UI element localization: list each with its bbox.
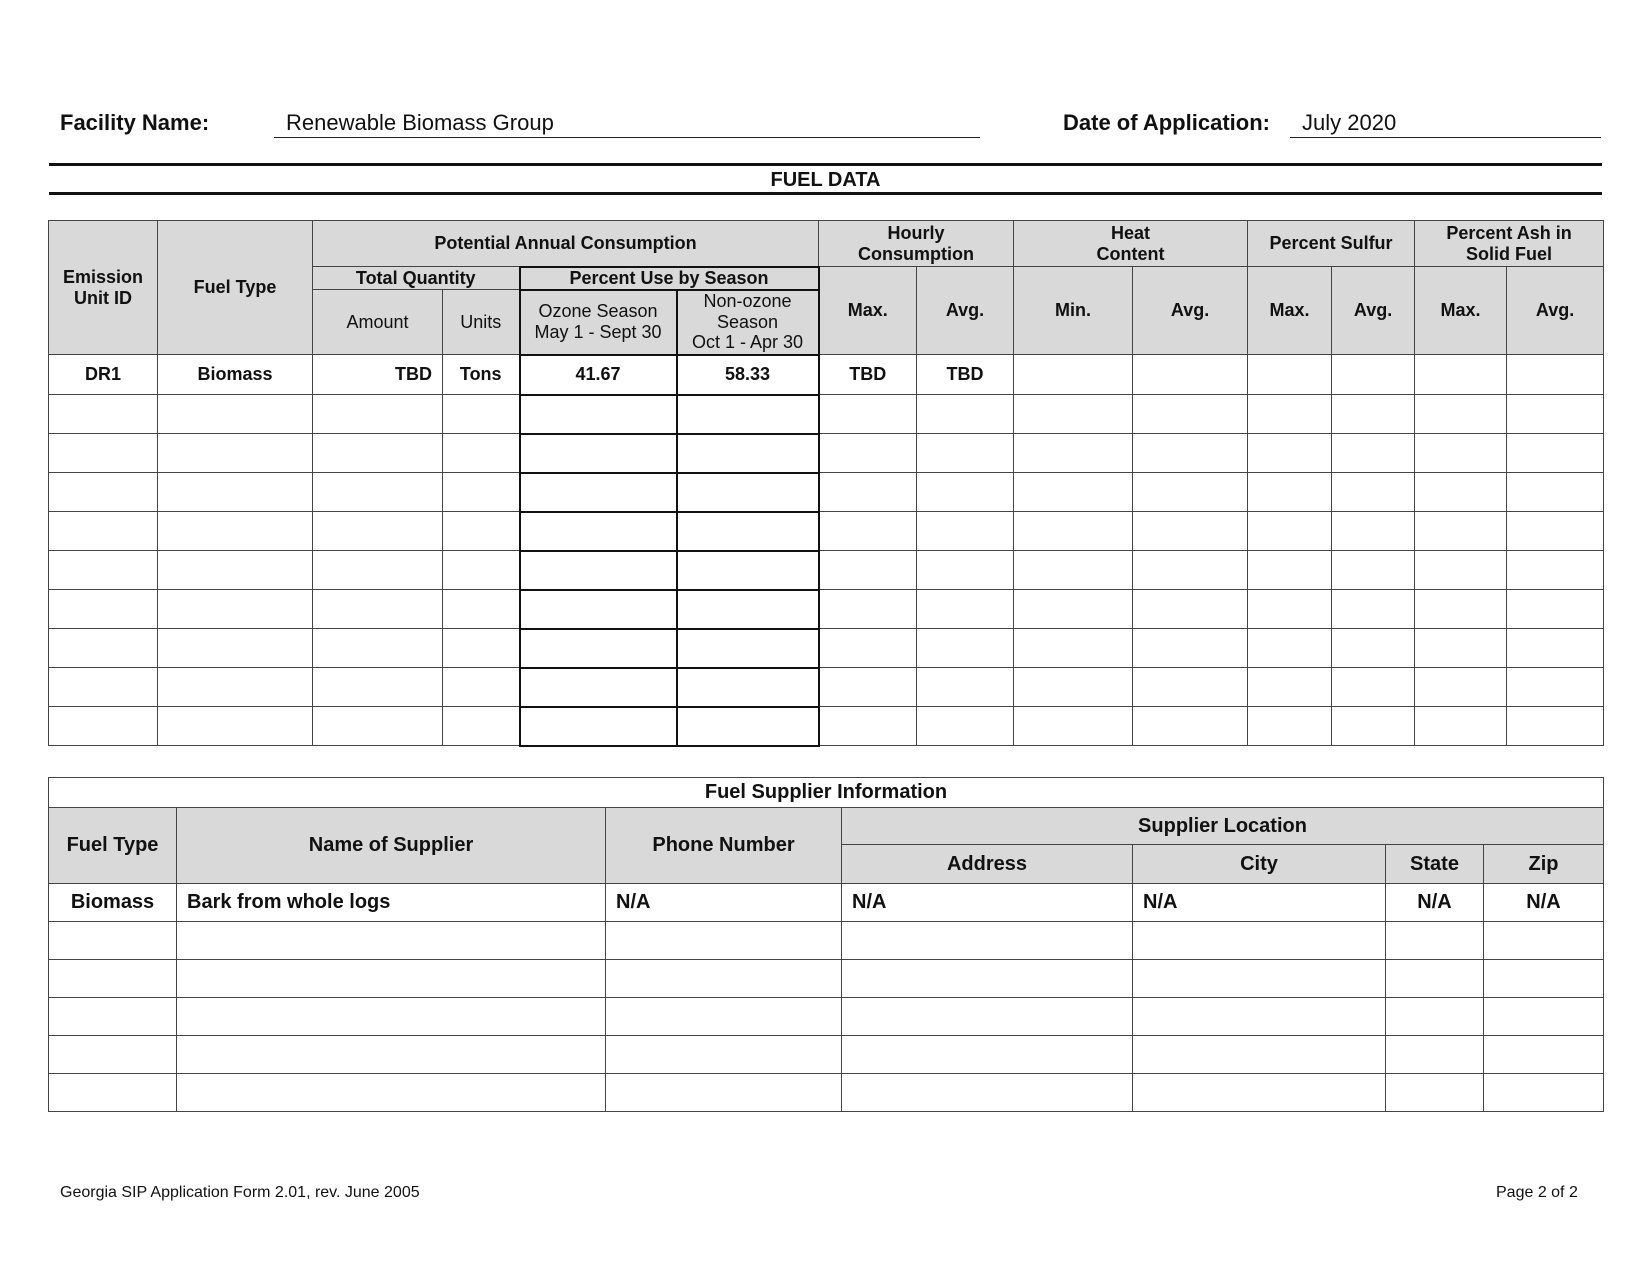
emission-unit-id-cell[interactable]: [49, 551, 158, 590]
sulfur-avg-cell[interactable]: [1332, 473, 1415, 512]
amount-cell[interactable]: TBD: [313, 355, 443, 395]
ash-max-cell[interactable]: [1415, 512, 1507, 551]
phone-number-cell[interactable]: [606, 960, 842, 998]
state-cell[interactable]: [1386, 998, 1484, 1036]
non-ozone-season-pct-cell[interactable]: [677, 512, 819, 551]
fuel-type-cell[interactable]: [158, 590, 313, 629]
fuel-type-cell[interactable]: Biomass: [158, 355, 313, 395]
ash-avg-cell[interactable]: [1507, 590, 1604, 629]
amount-cell[interactable]: [313, 590, 443, 629]
heat-min-cell[interactable]: [1014, 395, 1133, 434]
zip-cell[interactable]: [1484, 998, 1604, 1036]
address-cell[interactable]: [842, 1074, 1133, 1112]
ash-max-cell[interactable]: [1415, 355, 1507, 395]
city-cell[interactable]: N/A: [1133, 884, 1386, 922]
amount-cell[interactable]: [313, 395, 443, 434]
heat-avg-cell[interactable]: [1133, 551, 1248, 590]
hourly-max-cell[interactable]: [819, 512, 917, 551]
ozone-season-pct-cell[interactable]: [520, 707, 677, 746]
fuel-type-cell[interactable]: [158, 434, 313, 473]
table-row: [49, 355, 1604, 395]
ash-avg-cell[interactable]: [1507, 512, 1604, 551]
sulfur-max-cell[interactable]: [1248, 668, 1332, 707]
table-row: [49, 434, 1604, 473]
hourly-max-cell[interactable]: [819, 551, 917, 590]
heat-min-cell[interactable]: [1014, 668, 1133, 707]
supplier-name-cell[interactable]: [177, 1036, 606, 1074]
phone-number-header: Phone Number: [606, 808, 842, 884]
facility-name-label: Facility Name:: [60, 110, 210, 135]
state-header: State: [1386, 845, 1484, 884]
ash-avg-cell[interactable]: [1507, 551, 1604, 590]
supplier-name-cell[interactable]: Bark from whole logs: [177, 884, 606, 922]
hourly-avg-cell[interactable]: [917, 707, 1014, 746]
hourly-max-cell[interactable]: [819, 629, 917, 668]
hourly-max-cell[interactable]: [819, 434, 917, 473]
heat-min-cell[interactable]: [1014, 551, 1133, 590]
ozone-season-pct-cell[interactable]: [520, 395, 677, 434]
percent-sulfur-header: Percent Sulfur: [1248, 221, 1415, 267]
heat-avg-cell[interactable]: [1133, 434, 1248, 473]
sulfur-avg-cell[interactable]: [1332, 395, 1415, 434]
facility-name-field[interactable]: Renewable Biomass Group: [274, 110, 980, 138]
ash-avg-cell[interactable]: [1507, 668, 1604, 707]
sulfur-max-cell[interactable]: [1248, 551, 1332, 590]
sulfur-max-cell[interactable]: [1248, 629, 1332, 668]
supplier-name-cell[interactable]: [177, 998, 606, 1036]
non-ozone-season-pct-cell[interactable]: 58.33: [677, 355, 819, 395]
heat-avg-cell[interactable]: [1133, 512, 1248, 551]
amount-cell[interactable]: [313, 668, 443, 707]
sulfur-max-cell[interactable]: [1248, 707, 1332, 746]
units-cell[interactable]: [443, 668, 520, 707]
ozone-season-pct-cell[interactable]: [520, 434, 677, 473]
table-row: [49, 395, 1604, 434]
units-cell[interactable]: [443, 707, 520, 746]
hourly-avg-cell[interactable]: [917, 668, 1014, 707]
city-header: City: [1133, 845, 1386, 884]
ash-max-cell[interactable]: [1415, 473, 1507, 512]
section-title: FUEL DATA: [770, 169, 881, 191]
non-ozone-season-pct-cell[interactable]: [677, 707, 819, 746]
hourly-avg-cell[interactable]: [917, 551, 1014, 590]
hourly-max-cell[interactable]: [819, 668, 917, 707]
bottom-rule: [49, 192, 1602, 195]
supplier-location-header: Supplier Location: [842, 808, 1604, 845]
units-cell[interactable]: Tons: [443, 355, 520, 395]
supplier-name-cell[interactable]: [177, 960, 606, 998]
fuel-supplier-table: [48, 777, 1604, 1112]
non-ozone-season-pct-cell[interactable]: [677, 551, 819, 590]
emission-unit-id-cell[interactable]: [49, 512, 158, 551]
address-cell[interactable]: N/A: [842, 884, 1133, 922]
hourly-max-cell[interactable]: [819, 473, 917, 512]
emission-unit-id-cell[interactable]: DR1: [49, 355, 158, 395]
sulfur-max-header: Max.: [1248, 267, 1332, 355]
hourly-avg-cell[interactable]: [917, 395, 1014, 434]
phone-number-cell[interactable]: [606, 922, 842, 960]
city-cell[interactable]: [1133, 922, 1386, 960]
state-cell[interactable]: [1386, 960, 1484, 998]
ash-max-cell[interactable]: [1415, 707, 1507, 746]
sulfur-max-cell[interactable]: [1248, 590, 1332, 629]
amount-header: Amount: [313, 290, 443, 355]
table-row: [49, 668, 1604, 707]
sulfur-avg-cell[interactable]: [1332, 512, 1415, 551]
heat-min-header: Min.: [1014, 267, 1133, 355]
heat-avg-cell[interactable]: [1133, 473, 1248, 512]
phone-number-cell[interactable]: [606, 1074, 842, 1112]
ash-avg-cell[interactable]: [1507, 355, 1604, 395]
table-row: [49, 473, 1604, 512]
table-row: [49, 707, 1604, 746]
non-ozone-season-pct-cell[interactable]: [677, 473, 819, 512]
address-cell[interactable]: [842, 998, 1133, 1036]
heat-avg-cell[interactable]: [1133, 707, 1248, 746]
sulfur-max-cell[interactable]: [1248, 395, 1332, 434]
hourly-avg-cell[interactable]: [917, 434, 1014, 473]
ash-avg-cell[interactable]: [1507, 395, 1604, 434]
units-cell[interactable]: [443, 590, 520, 629]
sulfur-avg-cell[interactable]: [1332, 707, 1415, 746]
units-header: Units: [443, 290, 520, 355]
sulfur-avg-cell[interactable]: [1332, 590, 1415, 629]
hourly-max-cell[interactable]: [819, 395, 917, 434]
units-cell[interactable]: [443, 629, 520, 668]
ash-max-cell[interactable]: [1415, 668, 1507, 707]
supplier-fuel-type-header: Fuel Type: [49, 808, 177, 884]
fuel-type-header: Fuel Type: [158, 221, 313, 355]
heat-min-cell[interactable]: [1014, 512, 1133, 551]
amount-cell[interactable]: [313, 629, 443, 668]
zip-cell[interactable]: [1484, 960, 1604, 998]
units-cell[interactable]: [443, 512, 520, 551]
hourly-avg-cell[interactable]: [917, 629, 1014, 668]
zip-cell[interactable]: N/A: [1484, 884, 1604, 922]
heat-avg-cell[interactable]: [1133, 590, 1248, 629]
fuel-type-cell[interactable]: [49, 922, 177, 960]
emission-unit-id-cell[interactable]: [49, 668, 158, 707]
potential-annual-consumption-header: Potential Annual Consumption: [313, 221, 819, 267]
ozone-season-pct-cell[interactable]: [520, 512, 677, 551]
total-quantity-header: Total Quantity: [313, 267, 520, 290]
sulfur-max-cell[interactable]: [1248, 512, 1332, 551]
address-cell[interactable]: [842, 960, 1133, 998]
top-rule: [49, 163, 1602, 166]
name-of-supplier-header: Name of Supplier: [177, 808, 606, 884]
emission-unit-id-cell[interactable]: [49, 707, 158, 746]
units-cell[interactable]: [443, 395, 520, 434]
hourly-max-cell[interactable]: [819, 707, 917, 746]
hourly-avg-cell[interactable]: TBD: [917, 355, 1014, 395]
ozone-season-pct-cell[interactable]: [520, 668, 677, 707]
zip-cell[interactable]: [1484, 1036, 1604, 1074]
ash-max-cell[interactable]: [1415, 395, 1507, 434]
fuel-type-cell[interactable]: [158, 551, 313, 590]
form-footer: Georgia SIP Application Form 2.01, rev. June 2005: [60, 1184, 420, 1201]
table-row: [49, 960, 1604, 998]
address-cell[interactable]: [842, 922, 1133, 960]
ozone-season-pct-cell[interactable]: 41.67: [520, 355, 677, 395]
table-row: [49, 629, 1604, 668]
phone-number-cell[interactable]: [606, 998, 842, 1036]
fuel-type-cell[interactable]: [49, 998, 177, 1036]
non-ozone-season-pct-cell[interactable]: [677, 668, 819, 707]
supplier-name-cell[interactable]: [177, 922, 606, 960]
fuel-type-cell[interactable]: [49, 960, 177, 998]
units-cell[interactable]: [443, 434, 520, 473]
hourly-avg-cell[interactable]: [917, 473, 1014, 512]
sulfur-avg-cell[interactable]: [1332, 668, 1415, 707]
table-row: [49, 590, 1604, 629]
fuel-type-cell[interactable]: [49, 1036, 177, 1074]
heat-avg-header: Avg.: [1133, 267, 1248, 355]
amount-cell[interactable]: [313, 551, 443, 590]
table-row: [49, 551, 1604, 590]
sulfur-max-cell[interactable]: [1248, 473, 1332, 512]
amount-cell[interactable]: [313, 707, 443, 746]
units-cell[interactable]: [443, 473, 520, 512]
hourly-consumption-header: Hourly Consumption: [819, 221, 1014, 267]
table-row: [49, 998, 1604, 1036]
table-row: [49, 1036, 1604, 1074]
ash-max-cell[interactable]: [1415, 551, 1507, 590]
address-cell[interactable]: [842, 1036, 1133, 1074]
supplier-rows: [49, 884, 1604, 1112]
zip-header: Zip: [1484, 845, 1604, 884]
table-row: [49, 884, 1604, 922]
fuel-type-cell[interactable]: Biomass: [49, 884, 177, 922]
ash-max-header: Max.: [1415, 267, 1507, 355]
ozone-season-pct-cell[interactable]: [520, 629, 677, 668]
non-ozone-season-pct-cell[interactable]: [677, 395, 819, 434]
date-of-application-label: Date of Application:: [1063, 110, 1270, 135]
fuel-data-table: [48, 220, 1604, 747]
heat-avg-cell[interactable]: [1133, 668, 1248, 707]
city-cell[interactable]: [1133, 1074, 1386, 1112]
heat-min-cell[interactable]: [1014, 590, 1133, 629]
heat-min-cell[interactable]: [1014, 629, 1133, 668]
ash-max-cell[interactable]: [1415, 629, 1507, 668]
fuel-type-cell[interactable]: [158, 668, 313, 707]
hourly-avg-cell[interactable]: [917, 590, 1014, 629]
amount-cell[interactable]: [313, 473, 443, 512]
state-cell[interactable]: [1386, 922, 1484, 960]
heat-avg-cell[interactable]: [1133, 395, 1248, 434]
hourly-avg-cell[interactable]: [917, 512, 1014, 551]
emission-unit-id-cell[interactable]: [49, 629, 158, 668]
ozone-season-pct-cell[interactable]: [520, 473, 677, 512]
table-row: [49, 922, 1604, 960]
ozone-season-header: Ozone Season May 1 - Sept 30: [520, 290, 677, 355]
non-ozone-season-header: Non-ozone Season Oct 1 - Apr 30: [677, 290, 819, 355]
emission-unit-id-cell[interactable]: [49, 590, 158, 629]
heat-content-header: Heat Content: [1014, 221, 1248, 267]
supplier-name-cell[interactable]: [177, 1074, 606, 1112]
non-ozone-season-pct-cell[interactable]: [677, 590, 819, 629]
city-cell[interactable]: [1133, 960, 1386, 998]
date-of-application-field[interactable]: July 2020: [1290, 110, 1601, 138]
hourly-max-cell[interactable]: [819, 590, 917, 629]
sulfur-avg-cell[interactable]: [1332, 551, 1415, 590]
ash-avg-header: Avg.: [1507, 267, 1604, 355]
percent-use-by-season-header: Percent Use by Season: [520, 267, 819, 290]
ozone-season-pct-cell[interactable]: [520, 551, 677, 590]
fuel-supplier-title: Fuel Supplier Information: [49, 778, 1604, 808]
ozone-season-pct-cell[interactable]: [520, 590, 677, 629]
heat-min-cell[interactable]: [1014, 707, 1133, 746]
ash-max-cell[interactable]: [1415, 434, 1507, 473]
sulfur-max-cell[interactable]: [1248, 355, 1332, 395]
address-header: Address: [842, 845, 1133, 884]
fuel-type-cell[interactable]: [49, 1074, 177, 1112]
non-ozone-season-pct-cell[interactable]: [677, 629, 819, 668]
heat-avg-cell[interactable]: [1133, 355, 1248, 395]
city-cell[interactable]: [1133, 1036, 1386, 1074]
ash-avg-cell[interactable]: [1507, 629, 1604, 668]
heat-min-cell[interactable]: [1014, 355, 1133, 395]
table-row: [49, 1074, 1604, 1112]
fuel-type-cell[interactable]: [158, 707, 313, 746]
zip-cell[interactable]: [1484, 922, 1604, 960]
units-cell[interactable]: [443, 551, 520, 590]
ash-max-cell[interactable]: [1415, 590, 1507, 629]
table-row: [49, 512, 1604, 551]
ash-avg-cell[interactable]: [1507, 707, 1604, 746]
percent-ash-header: Percent Ash in Solid Fuel: [1415, 221, 1604, 267]
fuel-type-cell[interactable]: [158, 395, 313, 434]
hourly-max-cell[interactable]: TBD: [819, 355, 917, 395]
emission-unit-id-cell[interactable]: [49, 395, 158, 434]
state-cell[interactable]: [1386, 1074, 1484, 1112]
heat-min-cell[interactable]: [1014, 434, 1133, 473]
sulfur-avg-cell[interactable]: [1332, 434, 1415, 473]
ash-avg-cell[interactable]: [1507, 434, 1604, 473]
emission-unit-id-cell[interactable]: [49, 473, 158, 512]
fuel-type-cell[interactable]: [158, 512, 313, 551]
fuel-type-cell[interactable]: [158, 473, 313, 512]
heat-min-cell[interactable]: [1014, 473, 1133, 512]
amount-cell[interactable]: [313, 434, 443, 473]
phone-number-cell[interactable]: N/A: [606, 884, 842, 922]
state-cell[interactable]: N/A: [1386, 884, 1484, 922]
emission-unit-id-cell[interactable]: [49, 434, 158, 473]
page-number: Page 2 of 2: [1496, 1184, 1578, 1201]
hourly-max-header: Max.: [819, 267, 917, 355]
zip-cell[interactable]: [1484, 1074, 1604, 1112]
sulfur-max-cell[interactable]: [1248, 434, 1332, 473]
non-ozone-season-pct-cell[interactable]: [677, 434, 819, 473]
sulfur-avg-cell[interactable]: [1332, 629, 1415, 668]
city-cell[interactable]: [1133, 998, 1386, 1036]
ash-avg-cell[interactable]: [1507, 473, 1604, 512]
heat-avg-cell[interactable]: [1133, 629, 1248, 668]
fuel-data-rows: [49, 355, 1604, 746]
sulfur-avg-header: Avg.: [1332, 267, 1415, 355]
sulfur-avg-cell[interactable]: [1332, 355, 1415, 395]
fuel-type-cell[interactable]: [158, 629, 313, 668]
state-cell[interactable]: [1386, 1036, 1484, 1074]
phone-number-cell[interactable]: [606, 1036, 842, 1074]
hourly-avg-header: Avg.: [917, 267, 1014, 355]
emission-unit-id-header: Emission Unit ID: [49, 221, 158, 355]
amount-cell[interactable]: [313, 512, 443, 551]
